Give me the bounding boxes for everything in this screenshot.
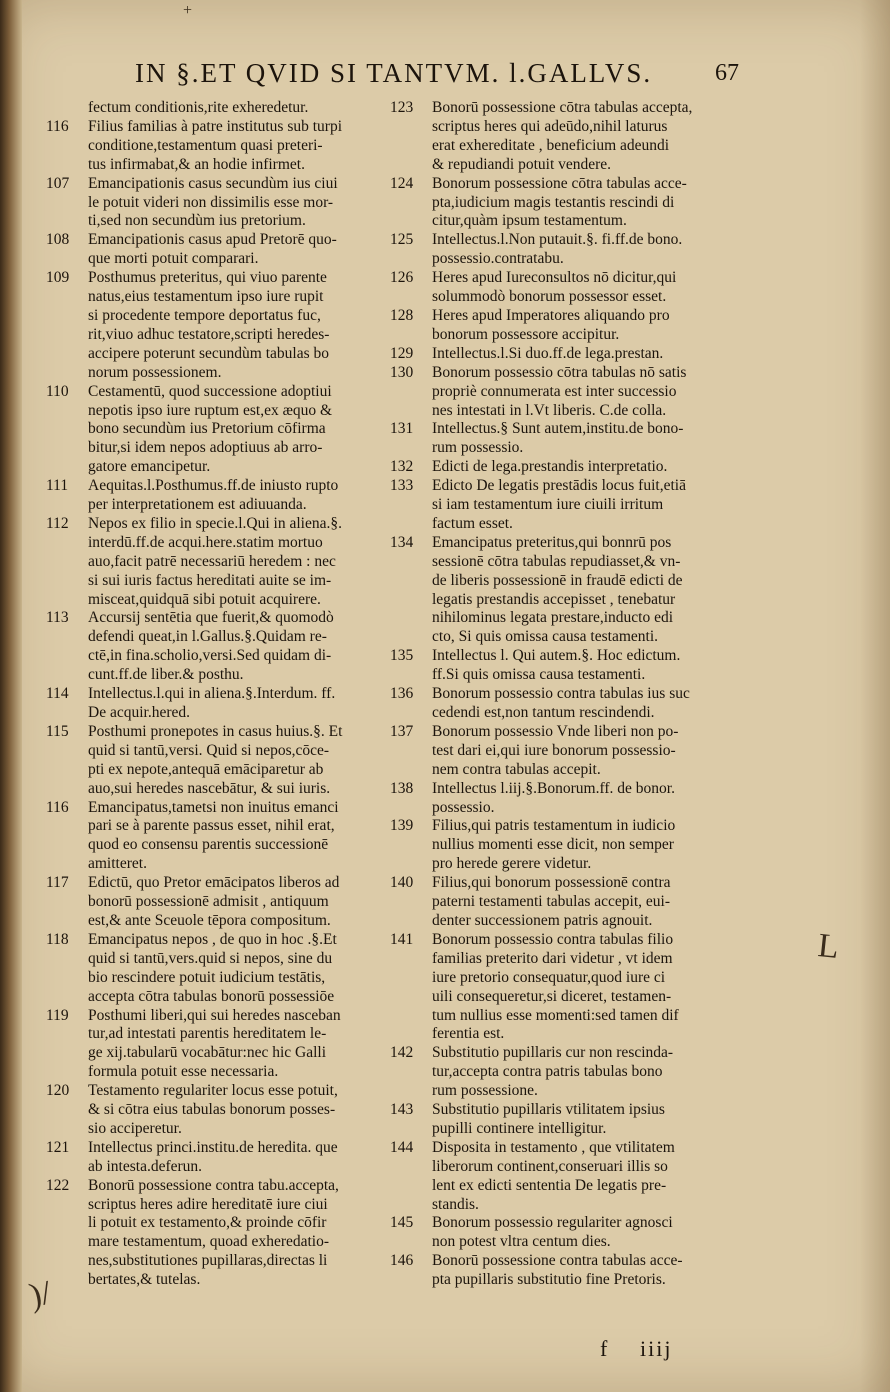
entry-line: cedendi est,non tantum rescindendi. xyxy=(432,704,655,721)
entry-line: ctē,in fina.scholio,versi.Sed quidam di- xyxy=(88,647,332,665)
entry-line: possessio. xyxy=(432,798,495,816)
entry-number: 110 xyxy=(46,382,69,400)
entry-number: 139 xyxy=(390,817,414,835)
entry-line: pro herede gerere videtur. xyxy=(432,855,592,873)
entry-line: Filius familias à patre institutus sub turpi xyxy=(88,117,343,135)
entry-line: auo,sui heredes nascebātur, & sui iuris. xyxy=(88,779,331,797)
index-entry xyxy=(390,364,735,421)
entry-line: rit,viuo adhuc testatore,scripti heredes- xyxy=(88,325,330,343)
entry-line: uili consequeretur,si diceret, testamen- xyxy=(432,987,672,1005)
index-entry xyxy=(46,1007,388,1083)
entry-line: propriè connumerata est inter successio xyxy=(432,382,677,400)
entry-number: 109 xyxy=(46,269,70,287)
entry-line: Bonorū possessione contra tabulas acce- xyxy=(432,1252,683,1270)
entry-line: que morti potuit comparari. xyxy=(88,250,259,268)
entry-number: 134 xyxy=(390,533,414,551)
entry-line: pta,iudicium magis testantis rescindi di xyxy=(432,193,675,211)
entry-line: Bonorum possessio cōtra tabulas nō satis xyxy=(432,363,687,381)
index-entry xyxy=(46,931,388,1007)
entry-line: le potuit videri non dissimilis esse mor- xyxy=(88,193,334,211)
marginal-pen-mark: L xyxy=(816,927,841,966)
entry-number: 119 xyxy=(46,1006,69,1024)
entry-line: quid si tantū,versi. Quid si nepos,cōce- xyxy=(88,741,330,759)
page-edge-shadow xyxy=(860,0,890,1392)
entry-line: Intellectus.l.Non putauit.§. fi.ff.de bono. xyxy=(432,231,683,249)
entry-number: 115 xyxy=(46,722,69,740)
right-column xyxy=(390,99,735,1290)
index-entry xyxy=(46,99,388,118)
entry-line: conditione,testamentum quasi preteri- xyxy=(88,136,323,154)
entry-line: & repudiandi potuit vendere. xyxy=(432,155,612,173)
entry-line: auo,facit patrē necessariū heredem : nec xyxy=(88,552,336,570)
entry-line: defendi queat,in l.Gallus.§.Quidam re- xyxy=(88,628,327,646)
entry-line: Intellectus.§ Sunt autem,institu.de bono- xyxy=(432,420,684,438)
entry-number: 140 xyxy=(390,874,414,892)
entry-number: 130 xyxy=(390,363,414,381)
entry-line: solummodò bonorum possessor esset. xyxy=(432,288,667,306)
entry-line: citur,quàm ipsum testamentum. xyxy=(432,212,627,230)
entry-number: 128 xyxy=(390,306,414,324)
entry-line: Bonorum possessio regulariter agnosci xyxy=(432,1214,673,1232)
entry-line: sessionē cōtra tabulas repudiasset,& vn- xyxy=(432,552,681,570)
entry-line: Emancipationis casus apud Pretorē quo- xyxy=(88,231,337,249)
entry-line: non potest vltra centum dies. xyxy=(432,1233,611,1251)
entry-line: formula potuit esse necessaria. xyxy=(88,1063,279,1081)
entry-number: 116 xyxy=(46,798,69,816)
entry-line: Intellectus princi.institu.de heredita. que xyxy=(88,1138,338,1156)
entry-line: pupilli continere intelligitur. xyxy=(432,1119,607,1137)
index-entry xyxy=(46,874,388,931)
index-entry xyxy=(390,685,735,723)
entry-line: scriptus heres adire hereditatē iure ciui xyxy=(88,1195,328,1213)
entry-number: 138 xyxy=(390,779,414,797)
entry-line: Bonorū possessione contra tabu.accepta, xyxy=(88,1176,339,1194)
index-entry xyxy=(46,1082,388,1139)
entry-line: Intellectus l.iij.§.Bonorum.ff. de bonor. xyxy=(432,779,675,797)
index-entry xyxy=(46,269,388,382)
entry-line: cunt.ff.de liber.& posthu. xyxy=(88,666,244,684)
index-entry xyxy=(390,99,735,175)
entry-line: Edicto De legatis prestādis locus fuit,etiā xyxy=(432,477,686,495)
index-entry xyxy=(46,515,388,610)
entry-number: 146 xyxy=(390,1252,414,1270)
index-entry xyxy=(390,231,735,269)
entry-line: tur,ad intestati parentis hereditatem le- xyxy=(88,1025,327,1043)
header-title: IN §.ET QVID SI TANTVM. l.GALLVS. xyxy=(135,58,653,88)
entry-number: 107 xyxy=(46,174,70,192)
entry-line: Disposita in testamento , que vtilitatem xyxy=(432,1138,675,1156)
left-column xyxy=(46,99,388,1290)
index-entry xyxy=(390,1044,735,1101)
index-entry xyxy=(390,269,735,307)
entry-line: Aequitas.l.Posthumus.ff.de iniusto rupto xyxy=(88,477,339,495)
entry-line: Edictū, quo Pretor emācipatos liberos ad xyxy=(88,874,340,892)
entry-number: 108 xyxy=(46,231,70,249)
entry-line: nes,substitutiones pupillaras,directas li xyxy=(88,1252,328,1270)
entry-line: natus,eius testamentum ipso iure rupit xyxy=(88,288,324,306)
entry-line: standis. xyxy=(432,1195,479,1213)
entry-line: quid si tantū,vers.quid si nepos, sine du xyxy=(88,949,333,967)
entry-line: norum possessionem. xyxy=(88,363,222,381)
entry-line: tus infirmabat,& an hodie infirmet. xyxy=(88,155,305,173)
entry-line: Substitutio pupillaris cur non rescinda- xyxy=(432,1044,674,1062)
entry-line: rum possessio. xyxy=(432,439,524,457)
entry-number: 132 xyxy=(390,458,414,476)
entry-line: pti ex nepote,antequā emāciparetur ab xyxy=(88,760,324,778)
entry-line: accipere poterunt secundùm tabulas bo xyxy=(88,344,330,362)
entry-line: nullius momenti esse dicit, non semper xyxy=(432,836,674,854)
entry-line: legatis prestandis accepisset , tenebatur xyxy=(432,590,676,608)
entry-number: 122 xyxy=(46,1176,70,1194)
index-entry xyxy=(390,458,735,477)
entry-line: Edicti de lega.prestandis interpretatio. xyxy=(432,458,668,476)
entry-number: 114 xyxy=(46,685,69,703)
index-entry xyxy=(390,534,735,647)
leaf-number: iiij xyxy=(640,1336,673,1361)
index-entry xyxy=(46,1139,388,1177)
entry-line: quod eo consensu parentis successionē xyxy=(88,836,329,854)
entry-line: Posthumi pronepotes in casus huius.§. Et xyxy=(88,722,343,740)
entry-line: gatore emancipetur. xyxy=(88,458,211,476)
printer-mark-top: + xyxy=(183,2,193,19)
entry-line: iure pretorio consequatur,quod iure ci xyxy=(432,968,666,986)
entry-line: sio acciperetur. xyxy=(88,1119,182,1137)
entry-line: & si cōtra eius tabulas bonorum posses- xyxy=(88,1101,336,1119)
entry-number: 123 xyxy=(390,99,414,116)
entry-line: de liberis possessionē in fraudē edicti de xyxy=(432,571,683,589)
entry-line: Bonorum possessio Vnde liberi non po- xyxy=(432,722,679,740)
entry-line: si iam testamentum iure ciuili irritum xyxy=(432,496,664,514)
index-entry xyxy=(390,1139,735,1215)
entry-number: 125 xyxy=(390,231,414,249)
entry-line: Substitutio pupillaris vtilitatem ipsius xyxy=(432,1101,665,1119)
entry-number: 135 xyxy=(390,647,414,665)
entry-line: bonorum possessore accipitur. xyxy=(432,325,620,343)
entry-line: nem contra tabulas accepit. xyxy=(432,760,601,778)
entry-number: 137 xyxy=(390,722,414,740)
entry-number: 118 xyxy=(46,930,69,948)
entry-line: ff.Si quis omissa causa testamenti. xyxy=(432,666,646,684)
entry-line: tum nullius esse momenti:sed tamen dif xyxy=(432,1006,679,1024)
entry-number: 133 xyxy=(390,477,414,495)
entry-line: Bonorū possessione cōtra tabulas accepta, xyxy=(432,99,693,116)
index-entry xyxy=(390,723,735,780)
entry-line: Filius,qui bonorum possessionē contra xyxy=(432,874,671,892)
index-entry xyxy=(46,1177,388,1290)
entry-line: Intellectus.l.Si duo.ff.de lega.prestan. xyxy=(432,344,664,362)
entry-line: denter successionem patris agnouit. xyxy=(432,911,653,929)
binding-gutter xyxy=(0,0,22,1392)
entry-line: misceat,quidquā sibi potuit acquirere. xyxy=(88,590,321,608)
entry-line: ab intesta.deferun. xyxy=(88,1157,203,1175)
entry-line: Heres apud Iureconsultos nō dicitur,qui xyxy=(432,269,677,287)
index-entry xyxy=(390,307,735,345)
entry-line: bonorū possessionē admisit , antiquum xyxy=(88,893,329,911)
entry-line: ferentia est. xyxy=(432,1025,505,1043)
entry-line: test dari ei,qui iure bonorum possessio- xyxy=(432,741,676,759)
entry-line: factum esset. xyxy=(432,514,513,532)
entry-line: familias preterito dari videtur , vt idem xyxy=(432,949,673,967)
index-entry xyxy=(390,817,735,874)
entry-line: Emancipatus,tametsi non inuitus emanci xyxy=(88,798,339,816)
index-entry xyxy=(390,1101,735,1139)
entry-number: 113 xyxy=(46,609,69,627)
index-entry xyxy=(390,175,735,232)
entry-number: 142 xyxy=(390,1044,414,1062)
entry-number: 144 xyxy=(390,1138,414,1156)
index-entry xyxy=(46,609,388,685)
entry-line: nihilominus legata prestare,inducto edi xyxy=(432,609,674,627)
entry-line: lent ex edicti sententia De legatis pre- xyxy=(432,1176,667,1194)
entry-line: pta pupillaris substitutio fine Pretoris. xyxy=(432,1271,666,1289)
index-entry xyxy=(46,231,388,269)
index-entry xyxy=(46,175,388,232)
index-entry xyxy=(46,799,388,875)
entry-line: Nepos ex filio in specie.l.Qui in aliena.§. xyxy=(88,514,342,532)
entry-line: erat exhereditate , beneficium adeundi xyxy=(432,136,670,154)
entry-line: li potuit ex testamento,& proinde cōfir xyxy=(88,1214,327,1232)
entry-line: si sui iuris factus hereditati auite se im- xyxy=(88,571,332,589)
entry-line: ti,sed non secundùm ius pretorium. xyxy=(88,212,306,230)
index-entry xyxy=(46,477,388,515)
index-entry xyxy=(390,874,735,931)
entry-line: bono secundùm ius Pretorium cōfirma xyxy=(88,420,326,438)
index-entry xyxy=(390,931,735,1044)
entry-line: scriptus heres qui adeūdo,nihil laturus xyxy=(432,117,668,135)
entry-number: 143 xyxy=(390,1101,414,1119)
index-entry xyxy=(46,723,388,799)
entry-line: Posthumi liberi,qui sui heredes nasceban xyxy=(88,1006,341,1024)
entry-number: 129 xyxy=(390,344,414,362)
entry-line: Bonorum possessio contra tabulas filio xyxy=(432,930,674,948)
entry-number: 136 xyxy=(390,685,414,703)
entry-line: ge xij.tabularū vocabātur:nec hic Galli xyxy=(88,1044,327,1062)
entry-line: pari se à parente passus esset, nihil erat, xyxy=(88,817,335,835)
index-entry xyxy=(390,420,735,458)
entry-line: accepta cōtra tabulas bonorū possessiōe xyxy=(88,987,335,1005)
entry-number: 111 xyxy=(46,477,69,495)
entry-number: 112 xyxy=(46,514,69,532)
entry-line: Accursij sentētia que fuerit,& quomodò xyxy=(88,609,334,627)
index-entry xyxy=(390,1252,735,1290)
entry-number: 131 xyxy=(390,420,414,438)
entry-line: Bonorum possessione cōtra tabulas acce- xyxy=(432,174,687,192)
entry-line: bitur,si idem nepos adoptiuus ab arro- xyxy=(88,439,323,457)
entry-line: bertates,& tutelas. xyxy=(88,1271,201,1289)
entry-line: paterni testamenti tabulas accepit, eui- xyxy=(432,893,670,911)
marginal-pen-mark-left: )/ xyxy=(26,1274,55,1315)
entry-line: tur,accepta contra patris tabulas bono xyxy=(432,1063,663,1081)
index-entry xyxy=(46,383,388,478)
entry-line: liberorum continent,conseruari illis so xyxy=(432,1157,668,1175)
signature-mark: f xyxy=(600,1336,610,1361)
entry-line: Emancipatus nepos , de quo in hoc .§.Et xyxy=(88,930,337,948)
entry-line: Posthumus preteritus, qui viuo parente xyxy=(88,269,327,287)
page-number: 67 xyxy=(715,60,739,86)
index-entry xyxy=(390,780,735,818)
index-entry xyxy=(46,118,388,175)
entry-line: rum possessione. xyxy=(432,1082,538,1100)
index-entry xyxy=(46,685,388,723)
entry-line: De acquir.hered. xyxy=(88,704,190,721)
entry-line: mare testamentum, quoad exheredatio- xyxy=(88,1233,330,1251)
entry-number: 120 xyxy=(46,1082,70,1100)
entry-number: 145 xyxy=(390,1214,414,1232)
entry-number: 124 xyxy=(390,174,414,192)
entry-line: nes intestati in l.Vt liberis. C.de colla. xyxy=(432,401,667,419)
entry-line: interdū.ff.de acqui.here.statim mortuo xyxy=(88,533,323,551)
running-header xyxy=(135,58,739,98)
entry-number: 121 xyxy=(46,1138,70,1156)
entry-line: est,& ante Sceuole tēpora compositum. xyxy=(88,911,331,929)
entry-line: Intellectus.l.qui in aliena.§.Interdum. ff. xyxy=(88,685,336,703)
entry-line: nepotis ipso iure ruptum est,ex æquo & xyxy=(88,401,333,419)
entry-line: Heres apud Imperatores aliquando pro xyxy=(432,306,670,324)
entry-line: bio rescindere potuit iudicium testātis, xyxy=(88,968,326,986)
entry-line: cto, Si quis omissa causa testamenti. xyxy=(432,628,659,646)
index-entry xyxy=(390,345,735,364)
entry-line: Cestamentū, quod successione adoptiui xyxy=(88,382,332,400)
entry-line: Emancipatus preteritus,qui bonnrū pos xyxy=(432,533,672,551)
entry-line: Intellectus l. Qui autem.§. Hoc edictum. xyxy=(432,647,681,665)
entry-line: Testamento regulariter locus esse potuit, xyxy=(88,1082,338,1100)
index-entry xyxy=(390,477,735,534)
entry-number: 126 xyxy=(390,269,414,287)
entry-line: si procedente tempore deportatus fuc, xyxy=(88,306,321,324)
entry-line: amitteret. xyxy=(88,855,147,873)
index-entry xyxy=(390,1214,735,1252)
entry-number: 116 xyxy=(46,117,69,135)
entry-number: 117 xyxy=(46,874,69,892)
entry-line: Bonorum possessio contra tabulas ius suc xyxy=(432,685,690,703)
entry-number: 141 xyxy=(390,930,414,948)
entry-line: Filius,qui patris testamentum in iudicio xyxy=(432,817,676,835)
entry-line: per interpretationem est adiuuanda. xyxy=(88,496,307,514)
entry-line: possessio.contratabu. xyxy=(432,250,564,268)
entry-line: fectum conditionis,rite exheredetur. xyxy=(88,99,309,116)
index-entry xyxy=(390,647,735,685)
entry-line: Emancipationis casus secundùm ius ciui xyxy=(88,174,338,192)
